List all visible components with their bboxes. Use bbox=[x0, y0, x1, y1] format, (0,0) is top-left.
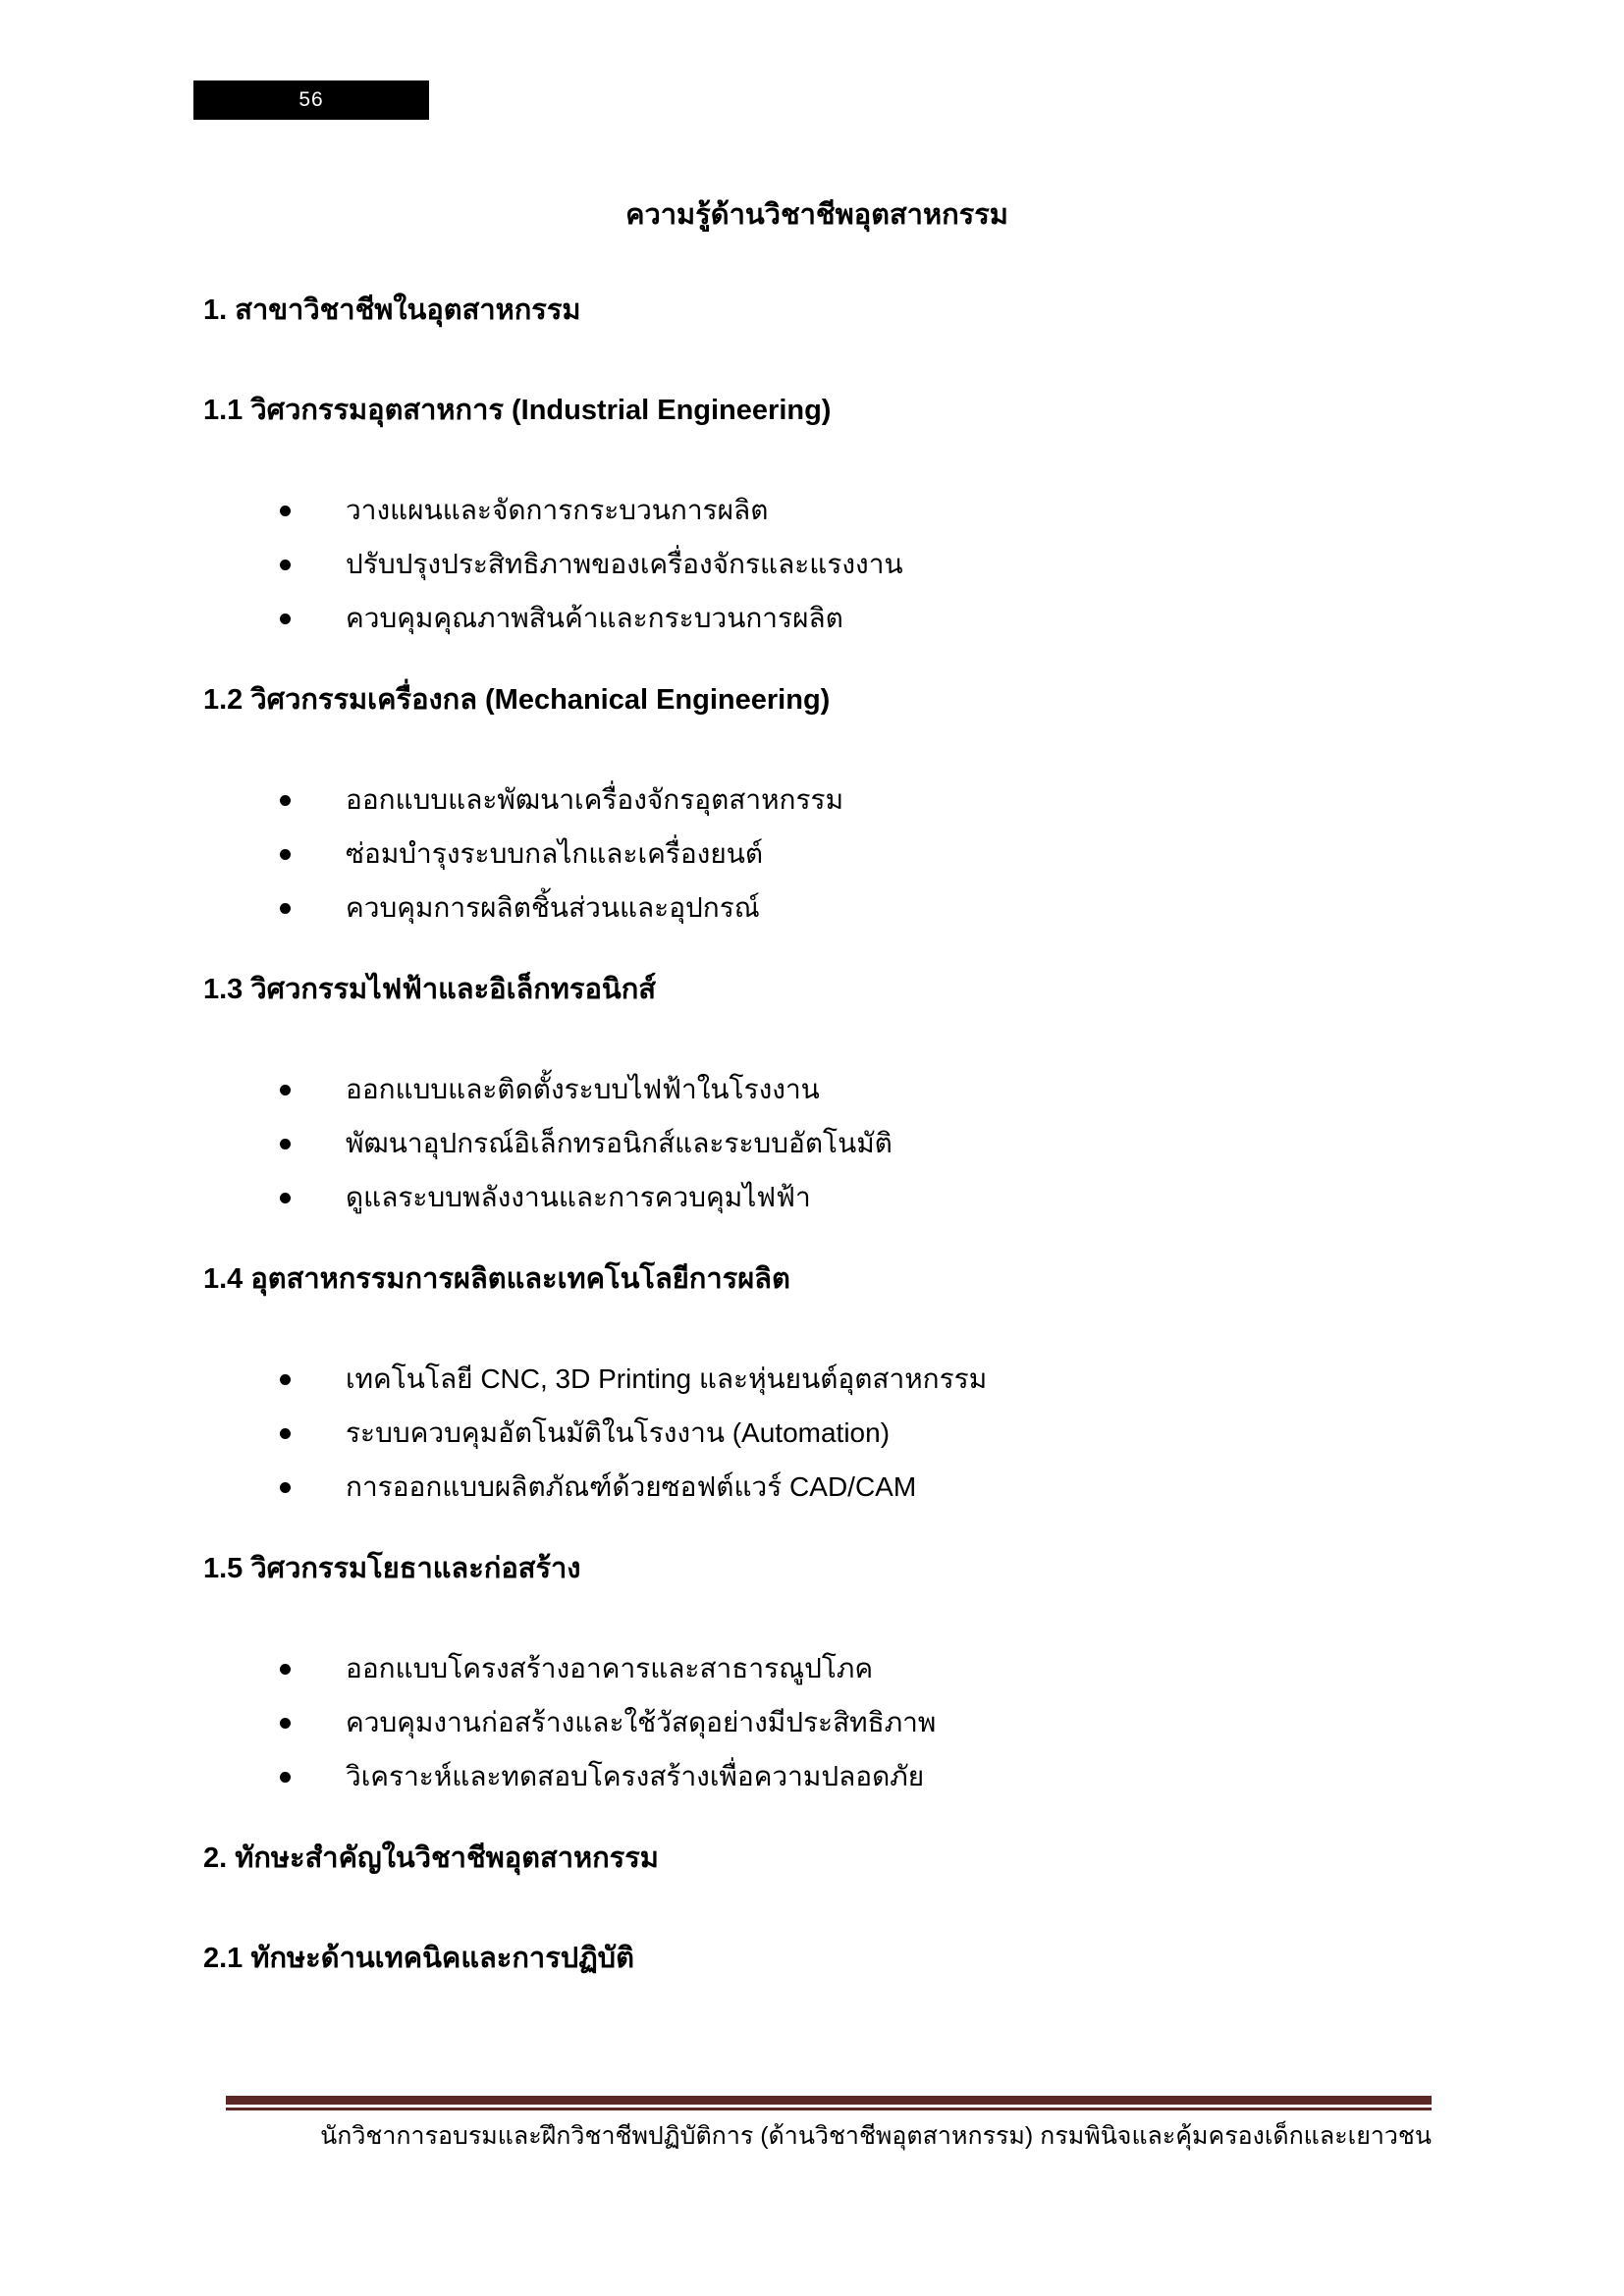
bullet-list bbox=[203, 1650, 1431, 1795]
list-item bbox=[203, 600, 1431, 637]
bullet-icon bbox=[280, 1139, 291, 1149]
section-heading: 2. ทักษะสำคัญในวิชาชีพอุตสาหกรรม bbox=[203, 1842, 659, 1874]
list-item bbox=[203, 889, 1431, 927]
list-item bbox=[203, 492, 1431, 529]
bullet-icon bbox=[280, 795, 291, 806]
bullet-list bbox=[203, 781, 1431, 927]
list-item bbox=[203, 1758, 1431, 1795]
document-blocks bbox=[203, 292, 1431, 1977]
list-item-text: การออกแบบผลิตภัณฑ์ด้วยซอฟต์แวร์ CAD/CAM bbox=[346, 1471, 917, 1502]
section-heading: 1.2 วิศวกรรมเครื่องกล (Mechanical Engineering) bbox=[203, 684, 831, 716]
list-item-text: ออกแบบและติดตั้งระบบไฟฟ้าในโรงงาน bbox=[346, 1074, 820, 1104]
list-item-text: พัฒนาอุปกรณ์อิเล็กทรอนิกส์และระบบอัตโนมัติ bbox=[346, 1128, 893, 1158]
list-item bbox=[203, 1415, 1431, 1452]
list-item bbox=[203, 546, 1431, 583]
bullet-icon bbox=[280, 849, 291, 860]
list-item bbox=[203, 1179, 1431, 1216]
bullet-icon bbox=[280, 614, 291, 624]
section-heading: 2.1 ทักษะด้านเทคนิคและการปฏิบัติ bbox=[203, 1943, 634, 1974]
bullet-icon bbox=[280, 1085, 291, 1095]
section-heading: 1.5 วิศวกรรมโยธาและก่อสร้าง bbox=[203, 1553, 581, 1584]
bullet-list bbox=[203, 1361, 1431, 1506]
bullet-icon bbox=[280, 506, 291, 516]
bullet-icon bbox=[280, 903, 291, 914]
list-item bbox=[203, 781, 1431, 819]
bullet-icon bbox=[280, 1482, 291, 1493]
footer-rule-thick bbox=[226, 2096, 1432, 2105]
list-item-text: ระบบควบคุมอัตโนมัติในโรงงาน (Automation) bbox=[346, 1417, 891, 1448]
bullet-icon bbox=[280, 1374, 291, 1385]
list-item-text: วางแผนและจัดการกระบวนการผลิต bbox=[346, 495, 769, 525]
list-item bbox=[203, 1361, 1431, 1398]
bullet-icon bbox=[280, 560, 291, 570]
list-item bbox=[203, 1704, 1431, 1741]
bullet-list bbox=[203, 492, 1431, 637]
bullet-list bbox=[203, 1071, 1431, 1216]
document-content bbox=[203, 196, 1431, 2040]
footer-rule-thin bbox=[226, 2108, 1432, 2110]
list-item-text: ออกแบบและพัฒนาเครื่องจักรอุตสาหกรรม bbox=[346, 784, 844, 815]
list-item-text: ออกแบบโครงสร้างอาคารและสาธารณูปโภค bbox=[346, 1653, 874, 1683]
section-heading: 1.3 วิศวกรรมไฟฟ้าและอิเล็กทรอนิกส์ bbox=[203, 974, 656, 1005]
list-item-text: ควบคุมคุณภาพสินค้าและกระบวนการผลิต bbox=[346, 603, 843, 633]
list-item bbox=[203, 1650, 1431, 1687]
list-item-text: ซ่อมบำรุงระบบกลไกและเครื่องยนต์ bbox=[346, 838, 764, 869]
bullet-icon bbox=[280, 1193, 291, 1203]
section-heading: 1.1 วิศวกรรมอุตสาหการ (Industrial Engineering) bbox=[203, 395, 832, 426]
list-item-text: เทคโนโลยี CNC, 3D Printing และหุ่นยนต์อุตสาหกรรม bbox=[346, 1363, 988, 1394]
section-heading: 1.4 อุตสาหกรรมการผลิตและเทคโนโลยีการผลิต bbox=[203, 1263, 790, 1295]
list-item-text: วิเคราะห์และทดสอบโครงสร้างเพื่อความปลอดภัย bbox=[346, 1761, 925, 1791]
list-item bbox=[203, 1468, 1431, 1506]
list-item-text: ปรับปรุงประสิทธิภาพของเครื่องจักรและแรงงาน bbox=[346, 549, 903, 579]
list-item-text: ดูแลระบบพลังงานและการควบคุมไฟฟ้า bbox=[346, 1182, 811, 1212]
bullet-icon bbox=[280, 1428, 291, 1439]
footer-text: นักวิชาการอบรมและฝึกวิชาชีพปฏิบัติการ (ด้านวิชาชีพอุตสาหกรรม) กรมพินิจและคุ้มครองเด็กและเยาวชน bbox=[320, 2122, 1432, 2150]
bullet-icon bbox=[280, 1718, 291, 1729]
bullet-icon bbox=[280, 1664, 291, 1675]
list-item bbox=[203, 1125, 1431, 1162]
list-item-text: ควบคุมการผลิตชิ้นส่วนและอุปกรณ์ bbox=[346, 892, 760, 923]
list-item-text: ควบคุมงานก่อสร้างและใช้วัสดุอย่างมีประสิทธิภาพ bbox=[346, 1707, 937, 1737]
section-heading: 1. สาขาวิชาชีพในอุตสาหกรรม bbox=[203, 294, 581, 326]
page-number-box bbox=[193, 80, 429, 120]
page-number: 56 bbox=[298, 88, 324, 111]
bullet-icon bbox=[280, 1772, 291, 1783]
page-title: ความรู้ด้านวิชาชีพอุตสาหกรรม bbox=[625, 199, 1008, 231]
list-item bbox=[203, 835, 1431, 873]
list-item bbox=[203, 1071, 1431, 1108]
